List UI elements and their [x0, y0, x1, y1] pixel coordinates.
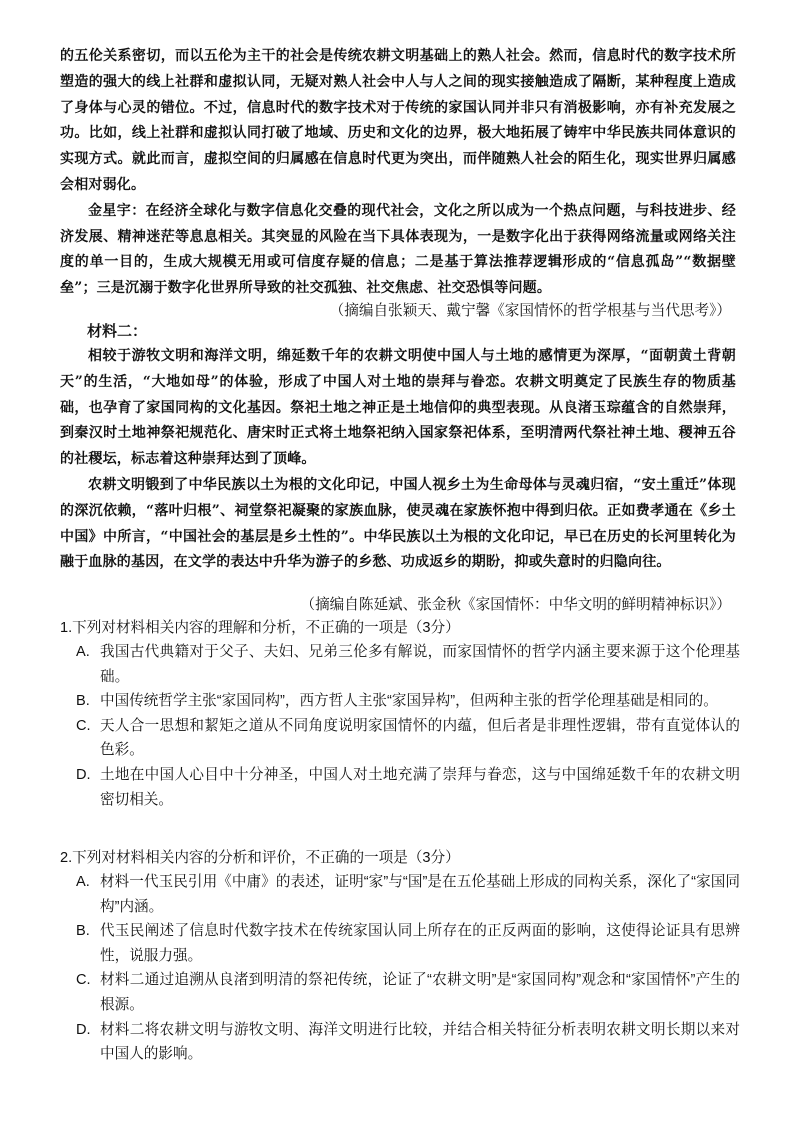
option-text: 我国古代典籍对于父子、夫妇、兄弟三伦多有解说，而家国情怀的哲学内涵主要来源于这个伦理基础。 — [100, 644, 740, 685]
material-two-source: （摘编自陈延斌、张金秋《家国情怀：中华文明的鲜明精神标识》） — [300, 597, 731, 613]
option-label: A. — [76, 644, 90, 660]
question-1-option-d[interactable] — [60, 763, 740, 812]
option-text: 天人合一思想和絜矩之道从不同角度说明家国情怀的内蕴，但后者是非理性逻辑，带有直觉体认的色彩。 — [100, 717, 740, 759]
question-1-stem: 1.下列对材料相关内容的理解和分析，不正确的一项是（3分） — [60, 620, 460, 636]
material-one-section — [60, 44, 736, 302]
question-2 — [60, 846, 740, 1067]
material-one-paragraph-continued: 的五伦关系密切，而以五伦为主干的社会是传统农耕文明基础上的熟人社会。然而，信息时代的数字技术所塑造的强大的线上社群和虚拟认同，无疑对熟人社会中人与人之间的现实接触造成了隔断，某种程度上造成了身体与心灵的错位。不过，信息时代的数字技术对于传统的家国认同并非只有消极影响，亦有补充发展之功。比如，线上社群和虚拟认同打破了地域、历史和文化的边界，极大地拓展了铸牢中华民族共同体意识的实现方式。就此而言，虚拟空间的归属感在信息时代更为突出，而伴随熟人社会的陌生化，现实世界归属感会相对弱化。 — [60, 48, 736, 193]
material-two-section — [60, 344, 736, 576]
material-one-paragraph-jin: 金星宇：在经济全球化与数字信息化交叠的现代社会，文化之所以成为一个热点问题，与科技进步、经济发展、精神迷茫等息息相关。其突显的风险在当下具体表现为，一是数字化出于获得网络流量或网络关注度的单一目的，生成大规模无用或可信度存疑的信息；二是基于算法推荐逻辑形成的“信息孤岛”“数据壁垒”；三是沉溺于数字化世界所导致的社交孤独、社交焦虑、社交恐惧等问题。 — [60, 202, 736, 297]
question-1 — [60, 616, 740, 812]
option-text: 中国传统哲学主张“家国同构”，西方哲人主张“家国异构”，但两种主张的哲学伦理基础是相同的。 — [100, 693, 718, 710]
question-1-option-c[interactable] — [60, 714, 740, 763]
option-label: C. — [76, 717, 91, 734]
option-label: B. — [76, 923, 90, 940]
option-label: D. — [76, 1021, 91, 1038]
option-label: C. — [76, 972, 91, 989]
question-2-option-c[interactable] — [60, 968, 740, 1017]
question-2-option-a[interactable] — [60, 870, 740, 919]
question-1-option-a[interactable] — [60, 640, 740, 689]
material-two-heading: 材料二： — [87, 323, 148, 340]
option-label: B. — [76, 693, 90, 710]
question-1-option-b[interactable] — [60, 689, 740, 714]
option-label: D. — [76, 766, 91, 783]
option-text: 材料一代玉民引用《中庸》的表述，证明“家”与“国”是在五伦基础上形成的同构关系，深化了“家国同构”内涵。 — [100, 874, 740, 915]
question-2-option-b[interactable] — [60, 919, 740, 968]
option-label: A. — [76, 874, 90, 890]
option-text: 材料二通过追溯从良渚到明清的祭祀传统，论证了“农耕文明”是“家国同构”观念和“家国情怀”产生的根源。 — [100, 972, 740, 1013]
question-2-stem: 2.下列对材料相关内容的分析和评价，不正确的一项是（3分） — [60, 850, 460, 866]
option-text: 材料二将农耕文明与游牧文明、海洋文明进行比较，并结合相关特征分析表明农耕文明长期以来对中国人的影响。 — [100, 1021, 740, 1063]
material-two-paragraph-2: 农耕文明锻到了中华民族以土为根的文化印记，中国人视乡土为生命母体与灵魂归宿，“安土重迁”体现的深沉依赖，“落叶归根”、祠堂祭祀凝聚的家族血脉，使灵魂在家族怀抱中得到归依。正如费孝通在《乡土中国》中所言，“中国社会的基层是乡土性的”。中华民族以土为根的文化印记，早已在历史的长河里转化为融于血脉的基因，在文学的表达中升华为游子的乡愁、功成返乡的期盼，抑或失意时的归隐向往。 — [60, 476, 736, 571]
option-text: 代玉民阐述了信息时代数字技术在传统家国认同上所存在的正反两面的影响，这使得论证具有思辨性，说服力强。 — [100, 923, 740, 964]
option-text: 土地在中国人心目中十分神圣，中国人对土地充满了崇拜与眷恋，这与中国绵延数千年的农耕文明密切相关。 — [100, 766, 740, 808]
material-one-source: （摘编自张颖天、戴宁馨《家国情怀的哲学根基与当代思考》） — [329, 303, 731, 319]
question-2-option-d[interactable] — [60, 1018, 740, 1067]
material-two-paragraph-1: 相较于游牧文明和海洋文明，绵延数千年的农耕文明使中国人与土地的感情更为深厚，“面朝黄土背朝天”的生活，“大地如母”的体验，形成了中国人对土地的崇拜与眷恋。农耕文明奠定了民族生存的物质基础，也孕育了家国同构的文化基因。祭祀土地之神正是土地信仰的典型表现。从良渚玉琮蕴含的自然崇拜，到秦汉时土地神祭祀规范化、唐宋时正式将土地祭祀纳入国家祭祀体系，至明清两代祭社神土地、稷神五谷的社稷坛，标志着这种崇拜达到了顶峰。 — [60, 348, 736, 468]
